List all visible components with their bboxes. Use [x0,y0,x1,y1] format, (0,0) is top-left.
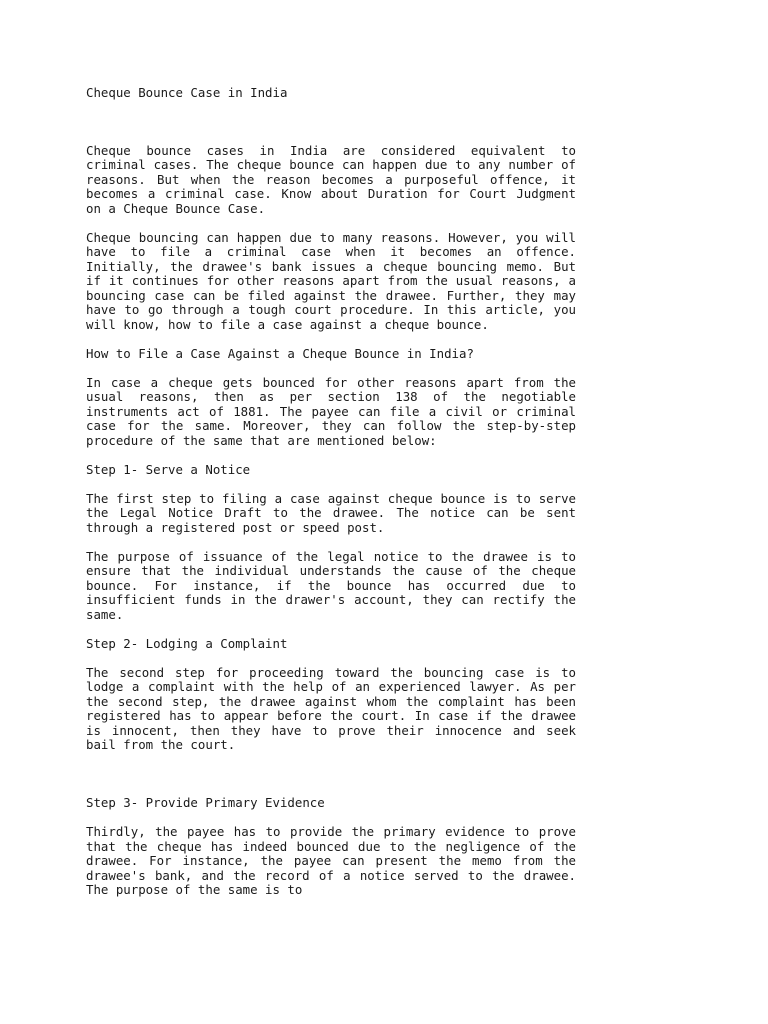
document-title: Cheque Bounce Case in India [86,85,288,100]
step-3-heading: Step 3- Provide Primary Evidence [86,795,325,810]
step-1-paragraph-1: The first step to filing a case against cheque bounce is to serve the Legal Notice Draft to the drawee. The notice can be sent through a registered post or speed post. [86,490,576,535]
step-1-heading: Step 1- Serve a Notice [86,461,251,477]
section-heading: How to File a Case Against a Cheque Bounce in India? [86,345,474,361]
document-page [86,86,576,912]
section-intro-paragraph: In case a cheque gets bounced for other reasons apart from the usual reasons, then as per section 138 of the negotiable instruments act of 1881. The payee can file a civil or criminal case for the same. Moreover, they can follow the step-by-step procedure of the same that are mentioned below: [86,374,576,448]
step-3-paragraph-1: Thirdly, the payee has to provide the primary evidence to prove that the cheque has indeed bounced due to the negligence of the drawee. For instance, the payee can present the memo from the drawee's bank, and the record of a notice served to the drawee. The purpose of the same is to [86,824,576,897]
step-2-paragraph-1: The second step for proceeding toward the bouncing case is to lodge a complaint with the help of an experienced lawyer. As per the second step, the drawee against whom the complaint has been registered has to appear before the court. In case if the drawee is innocent, then they have to prove their innocence and seek bail from the court. [86,664,576,752]
step-1-paragraph-2: The purpose of issuance of the legal notice to the drawee is to ensure that the individual understands the cause of the cheque bounce. For instance, if the bounce has occurred due to insufficient funds in the drawer's account, they can rectify the same. [86,548,576,622]
intro-paragraph-1: Cheque bounce cases in India are considered equivalent to criminal cases. The cheque bounce can happen due to any number of reasons. But when the reason becomes a purposeful offence, it becomes a criminal case. Know about Duration for Court Judgment on a Cheque Bounce Case. [86,142,576,216]
intro-paragraph-2: Cheque bouncing can happen due to many reasons. However, you will have to file a criminal case when it becomes an offence. Initially, the drawee's bank issues a cheque bouncing memo. But if it continues for other reasons apart from the usual reasons, a bouncing case can be filed against the drawee. Further, they may have to go through a tough court procedure. In this article, you will know, how to file a case against a cheque bounce. [86,229,576,332]
step-2-heading: Step 2- Lodging a Complaint [86,635,288,651]
